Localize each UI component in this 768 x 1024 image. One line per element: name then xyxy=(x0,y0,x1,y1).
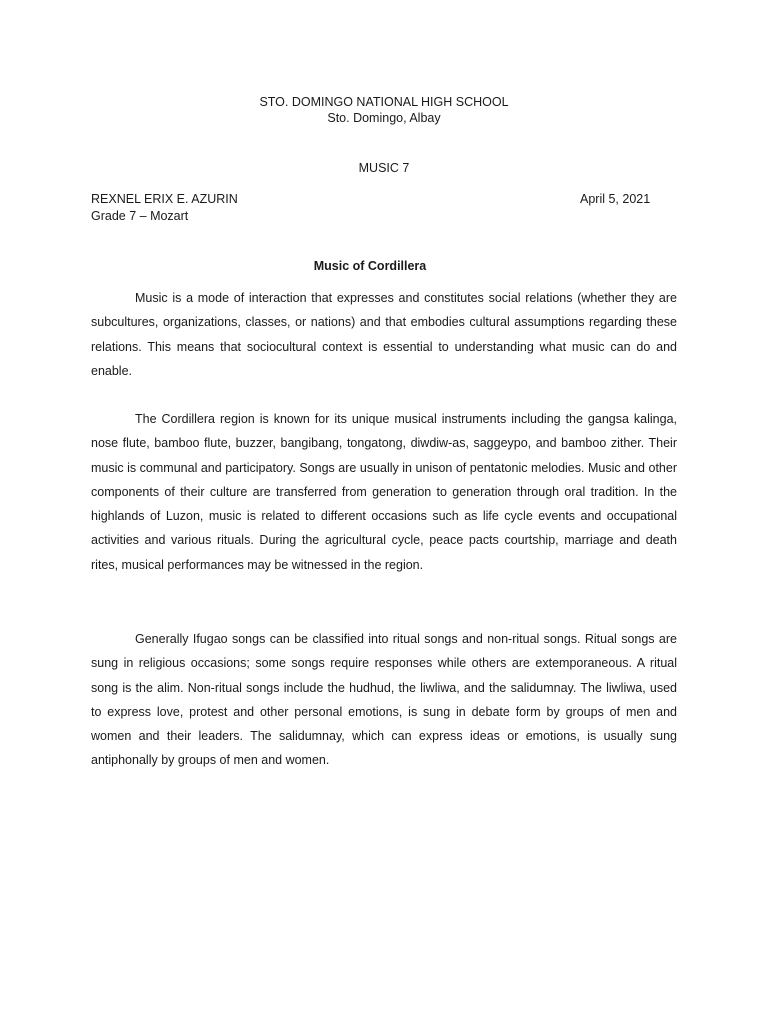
paragraph-1: Music is a mode of interaction that expresses and constitutes social relations (whether they are subcultures, organizations, classes, or nations) and that embodies cultural assumptions regarding these relations. This means that sociocultural context is essential to understanding what music can do and enable. xyxy=(91,291,677,378)
paragraph-3: Generally Ifugao songs can be classified into ritual songs and non-ritual songs. Ritual songs are sung in religious occasions; some songs require responses while others are extemporaneous. A ritual song is the alim. Non-ritual songs include the hudhud, the liwliwa, and the salidumnay. The liwliwa, used to express love, protest and other personal emotions, is sung in debate form by groups of men and women and their leaders. The salidumnay, which can express ideas or emotions, is usually sung antiphonally by groups of men and women. xyxy=(91,632,677,768)
submission-date: April 5, 2021 xyxy=(580,192,651,206)
school-name: STO. DOMINGO NATIONAL HIGH SCHOOL xyxy=(259,95,509,109)
student-name: REXNEL ERIX E. AZURIN xyxy=(91,192,238,206)
subject-heading: MUSIC 7 xyxy=(358,161,410,175)
grade-section: Grade 7 – Mozart xyxy=(91,209,189,223)
school-location: Sto. Domingo, Albay xyxy=(327,111,441,125)
essay-title: Music of Cordillera xyxy=(313,259,427,273)
paragraph-2: The Cordillera region is known for its unique musical instruments including the gangsa kalinga, nose flute, bamboo flute, buzzer, bangibang, tongatong, diwdiw-as, saggeypo, and bamboo zither. Their music is communal and participatory. Songs are usually in unison of pentatonic melodies. Music and other components of their culture are transferred from generation to generation through oral tradition. In the highlands of Luzon, music is related to different occasions such as life cycle events and occupational activities and various rituals. During the agricultural cycle, peace pacts courtship, marriage and death rites, musical performances may be witnessed in the region. xyxy=(91,412,677,572)
